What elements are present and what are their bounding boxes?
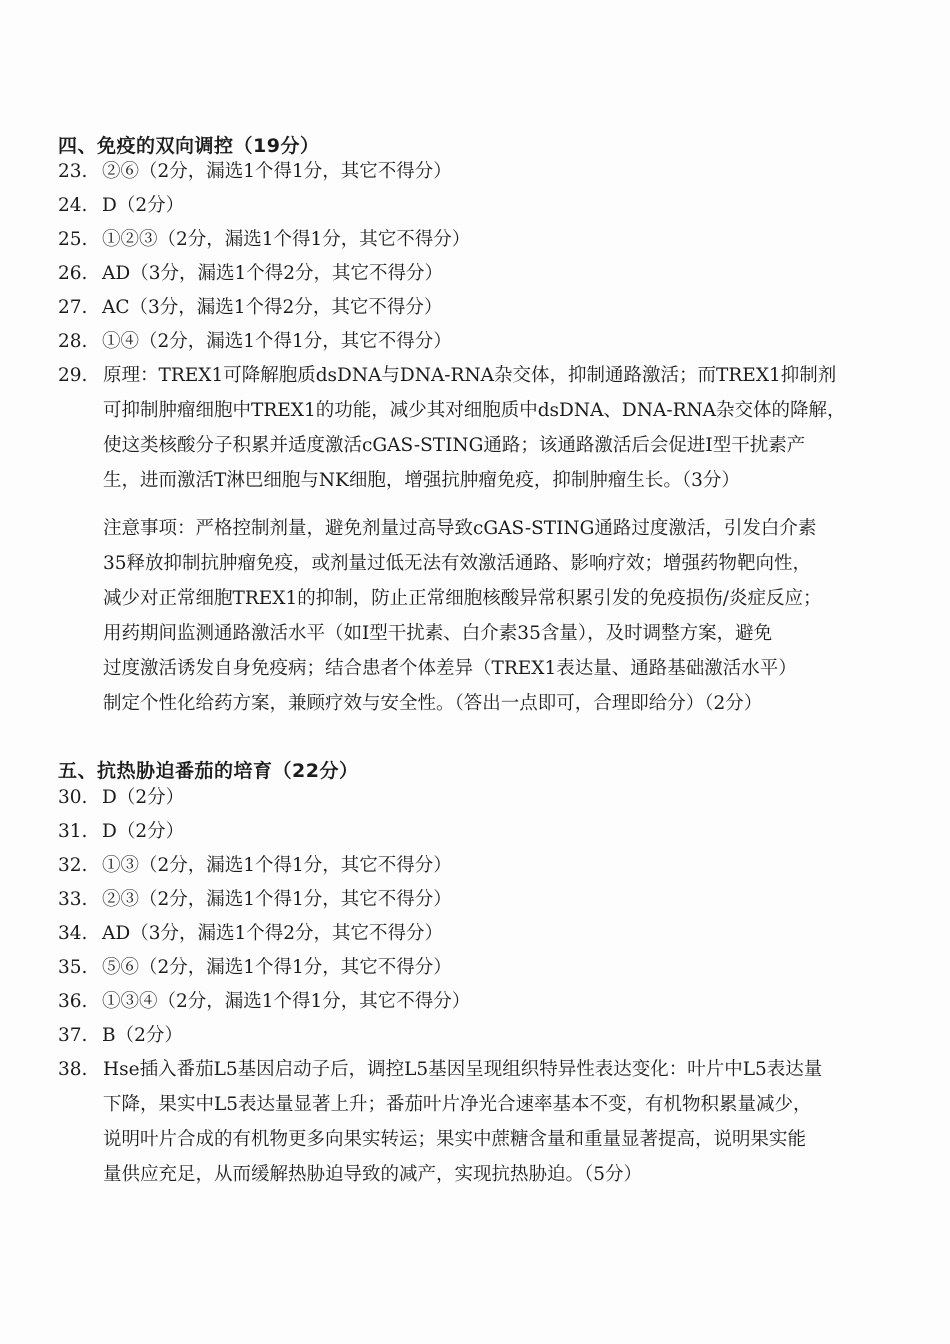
answer-38 [103,1052,903,1192]
answer-24 [58,194,184,218]
answer-29-line: 注意事项：严格控制剂量，避免剂量过高导致cGAS-STING通路过度激活，引发白介素 [103,518,817,539]
section-5-title: 五、抗热胁迫番茄的培育（22分） [58,760,359,782]
question-number-29: 29. [58,365,88,386]
answer-text: ①③（2分，漏选1个得1分，其它不得分） [102,855,452,876]
question-number: 24. [58,195,88,216]
question-number: 31. [58,821,88,842]
answer-text: ②③（2分，漏选1个得1分，其它不得分） [102,889,452,910]
answer-33 [58,888,452,912]
answer-36 [58,990,470,1014]
answer-text: D（2分） [102,195,185,216]
answer-28 [58,330,452,354]
question-number: 30. [58,787,88,808]
question-number: 27. [58,297,88,318]
answer-text: B（2分） [102,1025,183,1046]
answer-31 [58,820,184,844]
answer-29-notes [103,511,903,721]
question-number: 32. [58,855,88,876]
answer-29-line: 生，进而激活T淋巴细胞与NK细胞，增强抗肿瘤免疫，抑制肿瘤生长。（3分） [103,470,740,491]
answer-38-line: Hse插入番茄L5基因启动子后，调控L5基因呈现组织特异性表达变化：叶片中L5表达量 [103,1059,823,1080]
answer-29-line: 可抑制肿瘤细胞中TREX1的功能，减少其对细胞质中dsDNA、DNA-RNA杂交体的降解， [103,400,846,421]
question-number: 28. [58,331,88,352]
answer-30 [58,786,184,810]
answer-29-line: 过度激活诱发自身免疫病；结合患者个体差异（TREX1表达量、通路基础激活水平） [103,658,797,679]
answer-text: ①③④（2分，漏选1个得1分，其它不得分） [102,991,471,1012]
answer-29-principle [103,358,903,498]
answer-38-line: 量供应充足，从而缓解热胁迫导致的减产，实现抗热胁迫。（5分） [103,1164,643,1185]
answer-text: ⑤⑥（2分，漏选1个得1分，其它不得分） [102,957,452,978]
answer-text: D（2分） [102,821,185,842]
answer-32 [58,854,452,878]
section-4-title: 四、免疫的双向调控（19分） [58,135,320,157]
answer-25 [58,228,470,252]
answer-29-line: 原理：TREX1可降解胞质dsDNA与DNA-RNA杂交体，抑制通路激活；而TREX1抑制剂 [103,365,837,386]
answer-29-line: 35释放抑制抗肿瘤免疫，或剂量过低无法有效激活通路、影响疗效；增强药物靶向性， [103,553,812,574]
answer-37 [58,1024,183,1048]
answer-35 [58,956,452,980]
question-number-38: 38. [58,1059,88,1080]
answer-text: ①④（2分，漏选1个得1分，其它不得分） [102,331,452,352]
answer-38-line: 下降，果实中L5表达量显著上升；番茄叶片净光合速率基本不变，有机物积累量减少， [103,1094,812,1115]
question-number: 37. [58,1025,88,1046]
answer-27 [58,296,442,320]
question-number: 26. [58,263,88,284]
answer-29-line: 减少对正常细胞TREX1的抑制，防止正常细胞核酸异常积累引发的免疫损伤/炎症反应； [103,588,822,609]
answer-text: ②⑥（2分，漏选1个得1分，其它不得分） [102,161,452,182]
answer-29-line: 制定个性化给药方案，兼顾疗效与安全性。（答出一点即可，合理即给分）（2分） [103,693,763,714]
answer-29-line: 用药期间监测通路激活水平（如Ⅰ型干扰素、白介素35含量），及时调整方案，避免 [103,623,773,644]
answer-26 [58,262,443,286]
question-number: 23. [58,161,88,182]
answer-text: D（2分） [102,787,185,808]
question-number: 34. [58,923,88,944]
question-number: 33. [58,889,88,910]
answer-text: AC（3分，漏选1个得2分，其它不得分） [102,297,443,318]
answer-38-line: 说明叶片合成的有机物更多向果实转运；果实中蔗糖含量和重量显著提高，说明果实能 [103,1129,807,1150]
answer-34 [58,922,443,946]
answer-text: AD（3分，漏选1个得2分，其它不得分） [102,923,444,944]
answer-29-line: 使这类核酸分子积累并适度激活cGAS-STING通路；该通路激活后会促进Ⅰ型干扰素产 [103,435,806,456]
answer-text: ①②③（2分，漏选1个得1分，其它不得分） [102,229,471,250]
question-number: 25. [58,229,88,250]
answer-text: AD（3分，漏选1个得2分，其它不得分） [102,263,444,284]
question-number: 36. [58,991,88,1012]
question-number: 35. [58,957,88,978]
answer-23 [58,160,452,184]
